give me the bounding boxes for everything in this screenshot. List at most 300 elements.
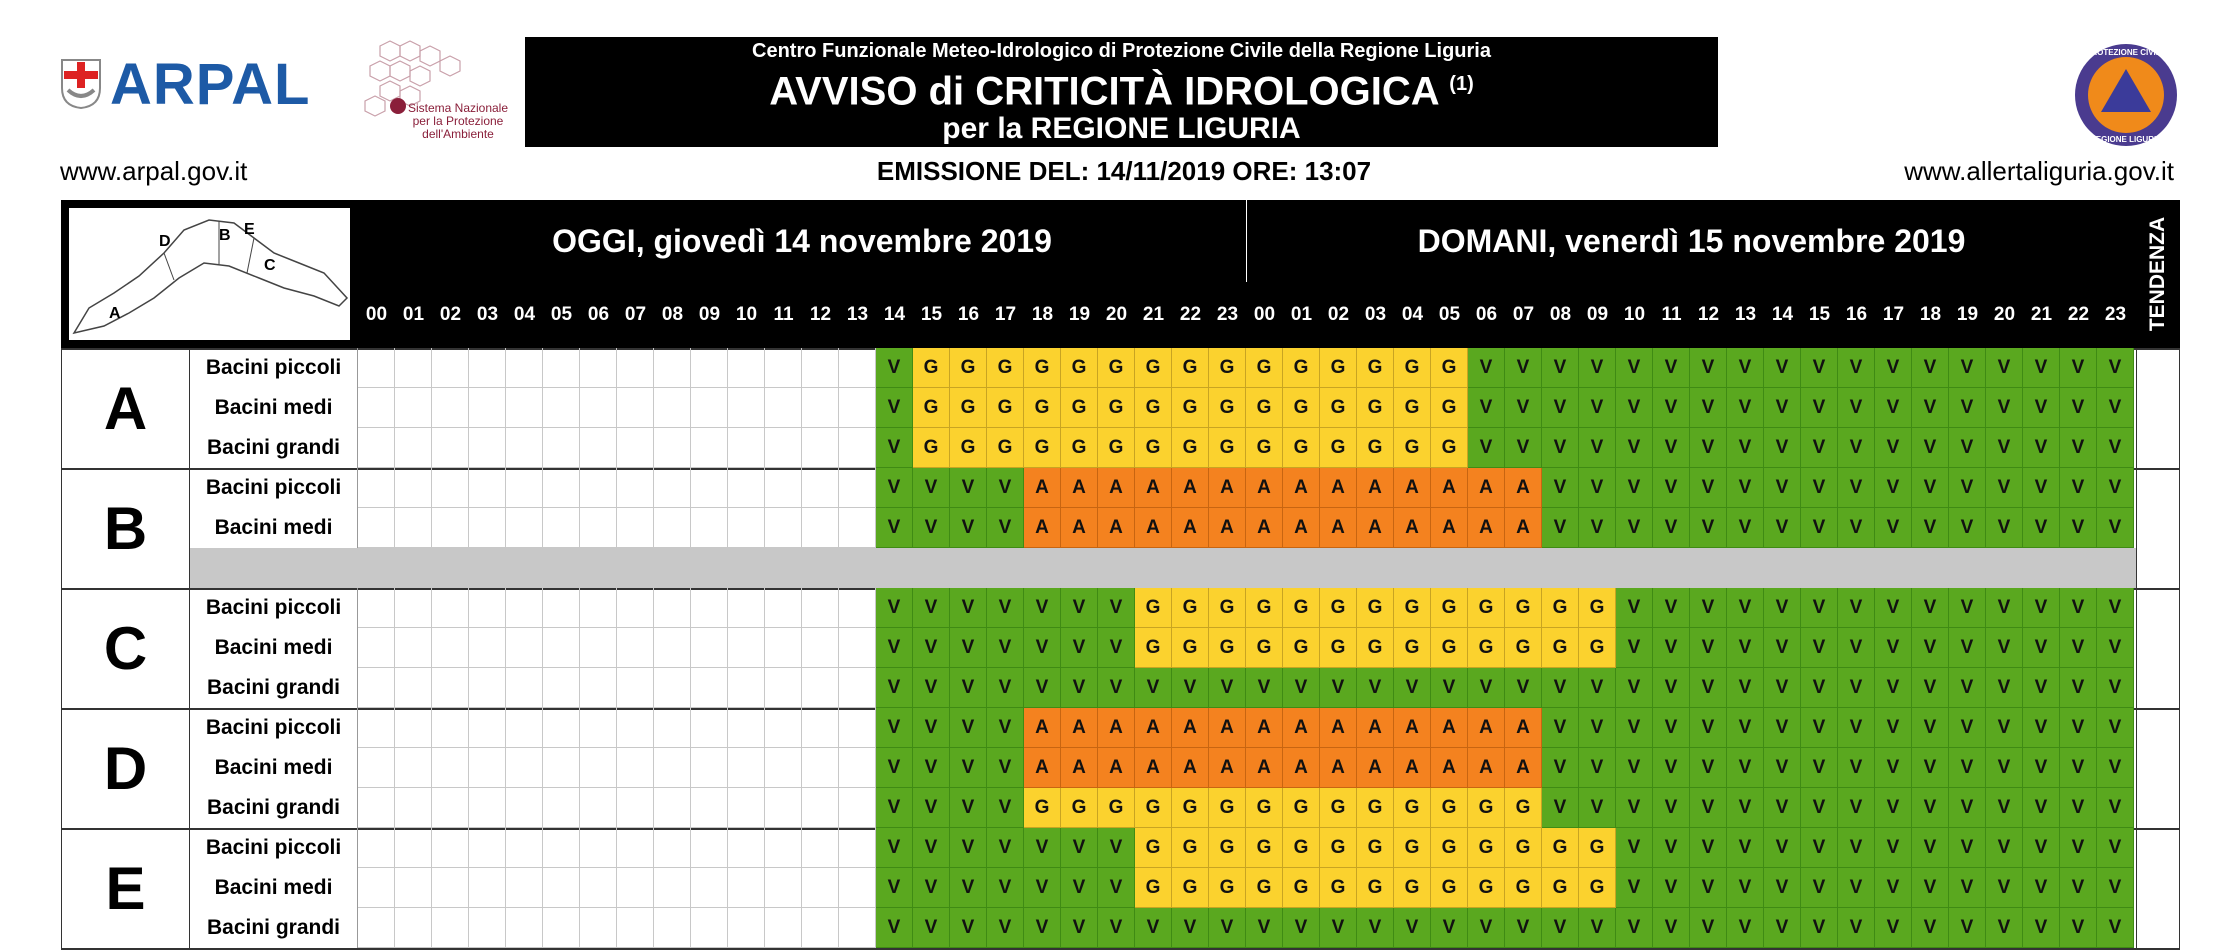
hour-label: 09 xyxy=(1586,304,1609,325)
hour-cell xyxy=(802,868,839,908)
hour-cell xyxy=(432,788,469,828)
hour-cell: G xyxy=(1320,388,1357,428)
hour-cell: V xyxy=(2097,348,2134,388)
hour-cell: G xyxy=(1098,348,1135,388)
hour-cell xyxy=(691,668,728,708)
hour-cell: V xyxy=(1801,468,1838,508)
hour-cell: V xyxy=(876,908,913,948)
hour-cell: A xyxy=(1024,708,1061,748)
hour-cell xyxy=(839,388,876,428)
hour-cell: A xyxy=(1468,748,1505,788)
hour-cell xyxy=(580,508,617,548)
hour-cell xyxy=(654,388,691,428)
hour-cell xyxy=(802,828,839,868)
hour-cell: V xyxy=(1616,708,1653,748)
hour-label: 19 xyxy=(1068,304,1091,325)
hour-cell: V xyxy=(913,708,950,748)
hour-cell: G xyxy=(1061,428,1098,468)
hour-cell: V xyxy=(1838,788,1875,828)
hour-cell: V xyxy=(913,588,950,628)
hour-cell xyxy=(580,628,617,668)
hour-cell: V xyxy=(1061,908,1098,948)
hour-cell: G xyxy=(1394,868,1431,908)
hour-cell: V xyxy=(1727,468,1764,508)
hour-cell: G xyxy=(1320,588,1357,628)
hour-cell xyxy=(654,428,691,468)
hour-cell: V xyxy=(1949,788,1986,828)
hour-cell xyxy=(728,708,765,748)
hour-label: 18 xyxy=(1031,304,1054,325)
basin-row xyxy=(190,668,2134,708)
hour-cell xyxy=(802,428,839,468)
hour-cell xyxy=(432,668,469,708)
hour-cell xyxy=(543,468,580,508)
hour-cell: V xyxy=(1653,428,1690,468)
basin-label: Bacini piccoli xyxy=(190,348,358,388)
title-note: (1) xyxy=(1449,73,1474,95)
hour-cell: V xyxy=(1764,748,1801,788)
hour-cell: V xyxy=(1209,668,1246,708)
hour-cell: V xyxy=(1875,748,1912,788)
emission-datetime: EMISSIONE DEL: 14/11/2019 ORE: 13:07 xyxy=(876,156,1372,186)
hour-cell: G xyxy=(1505,868,1542,908)
hour-cell: G xyxy=(1135,628,1172,668)
hour-cell: V xyxy=(987,588,1024,628)
hour-cell: A xyxy=(1061,708,1098,748)
hour-cell xyxy=(580,348,617,388)
hour-cell xyxy=(395,828,432,868)
hour-cell: V xyxy=(1431,668,1468,708)
hour-cell: V xyxy=(1764,388,1801,428)
hour-cell: G xyxy=(1135,788,1172,828)
hour-cell: V xyxy=(1801,708,1838,748)
today-header: OGGI, giovedì 14 novembre 2019 xyxy=(358,200,1247,282)
hour-cell: V xyxy=(1616,508,1653,548)
hour-cell xyxy=(506,428,543,468)
hour-cell xyxy=(395,588,432,628)
hour-cell: V xyxy=(1690,428,1727,468)
hour-cell: V xyxy=(1875,868,1912,908)
hour-cell: G xyxy=(1357,868,1394,908)
hour-cell: A xyxy=(1024,508,1061,548)
hour-cell: V xyxy=(1986,468,2023,508)
hour-cell xyxy=(691,388,728,428)
hour-cell: V xyxy=(1875,788,1912,828)
basin-label: Bacini grandi xyxy=(190,428,358,468)
hour-cell xyxy=(432,708,469,748)
hour-cell: V xyxy=(1283,908,1320,948)
hour-cell xyxy=(543,428,580,468)
hour-cell xyxy=(506,388,543,428)
hour-cell: V xyxy=(1875,908,1912,948)
hour-cell: V xyxy=(1135,668,1172,708)
hour-cell xyxy=(469,708,506,748)
hour-label: 04 xyxy=(513,304,536,325)
hour-cell: V xyxy=(1172,668,1209,708)
hour-cell: V xyxy=(1986,588,2023,628)
hour-cell xyxy=(358,348,395,388)
hour-cell: G xyxy=(987,348,1024,388)
hour-cell xyxy=(543,388,580,428)
hour-cell: V xyxy=(1875,468,1912,508)
hour-cell: V xyxy=(1949,588,1986,628)
hour-label: 08 xyxy=(661,304,684,325)
hour-label: 06 xyxy=(1475,304,1498,325)
hour-cell: V xyxy=(1024,868,1061,908)
hour-cell xyxy=(358,828,395,868)
hour-cell xyxy=(839,428,876,468)
hour-cell: G xyxy=(1431,628,1468,668)
hour-cell: V xyxy=(1135,908,1172,948)
hour-cell: V xyxy=(1912,708,1949,748)
hour-cell xyxy=(506,668,543,708)
hour-cell: A xyxy=(1135,748,1172,788)
hour-cell xyxy=(469,788,506,828)
hour-cell xyxy=(358,468,395,508)
hour-cell xyxy=(802,748,839,788)
hour-cell: V xyxy=(1468,668,1505,708)
basin-row xyxy=(190,588,2134,628)
hour-cell: A xyxy=(1283,508,1320,548)
hour-cell: V xyxy=(987,788,1024,828)
hour-cell: V xyxy=(1579,908,1616,948)
map-label-c: C xyxy=(264,257,276,274)
hour-label: 00 xyxy=(1253,304,1276,325)
hour-cell: G xyxy=(1357,628,1394,668)
hour-cell: V xyxy=(1690,348,1727,388)
hour-cell: G xyxy=(1579,628,1616,668)
hour-cell: G xyxy=(1283,588,1320,628)
hour-cell: V xyxy=(1653,628,1690,668)
hour-cell: A xyxy=(1246,748,1283,788)
hour-cell: A xyxy=(1394,468,1431,508)
hour-cell: G xyxy=(1172,428,1209,468)
hour-cell: V xyxy=(1986,748,2023,788)
hour-cell: G xyxy=(1468,628,1505,668)
hour-cell: G xyxy=(987,388,1024,428)
hour-cell xyxy=(358,508,395,548)
hour-cell: G xyxy=(1505,588,1542,628)
hour-cell: G xyxy=(1209,428,1246,468)
hour-label: 21 xyxy=(2030,304,2053,325)
hour-cell xyxy=(839,828,876,868)
hour-cell xyxy=(802,628,839,668)
hour-cell: G xyxy=(1320,788,1357,828)
hour-cell: G xyxy=(1246,348,1283,388)
hour-cell: V xyxy=(1024,828,1061,868)
hour-cell xyxy=(358,428,395,468)
hour-cell: V xyxy=(1986,348,2023,388)
hour-cell: V xyxy=(1061,828,1098,868)
hour-cell xyxy=(432,348,469,388)
hour-cell: V xyxy=(1727,628,1764,668)
hour-cell: V xyxy=(987,868,1024,908)
hour-cell: V xyxy=(1394,908,1431,948)
hour-cell: V xyxy=(1579,468,1616,508)
hour-cell: V xyxy=(1505,908,1542,948)
hour-cell xyxy=(358,868,395,908)
hour-cell: V xyxy=(1468,388,1505,428)
hour-cell xyxy=(506,588,543,628)
basin-row xyxy=(190,428,2134,468)
hour-label: 13 xyxy=(846,304,869,325)
hour-cell: G xyxy=(1394,388,1431,428)
hour-cell: V xyxy=(1024,628,1061,668)
hour-cell: A xyxy=(1024,468,1061,508)
hour-cell: A xyxy=(1172,468,1209,508)
hour-cell: G xyxy=(1246,588,1283,628)
hour-cell: G xyxy=(1024,388,1061,428)
hour-cell: V xyxy=(1875,668,1912,708)
hour-cell: V xyxy=(2023,908,2060,948)
hour-label: 19 xyxy=(1956,304,1979,325)
hour-label: 01 xyxy=(1290,304,1313,325)
hour-cell xyxy=(802,508,839,548)
hour-cell: V xyxy=(2060,468,2097,508)
allerta-url-link[interactable]: www.allertaliguria.gov.it xyxy=(1904,156,2174,186)
hour-cell: V xyxy=(1653,388,1690,428)
hour-cell: G xyxy=(1394,788,1431,828)
hour-cell: V xyxy=(2023,828,2060,868)
hour-cell: V xyxy=(1986,868,2023,908)
hour-cell: V xyxy=(2060,748,2097,788)
hour-cell: V xyxy=(1764,708,1801,748)
hour-cell: V xyxy=(1764,868,1801,908)
hour-cell: G xyxy=(1468,788,1505,828)
hour-cell: G xyxy=(1431,388,1468,428)
hour-cell: V xyxy=(2097,908,2134,948)
hour-cell: V xyxy=(1912,668,1949,708)
hour-cell: V xyxy=(1505,348,1542,388)
hour-cell: G xyxy=(1246,428,1283,468)
hour-cell: G xyxy=(1098,788,1135,828)
hour-cell: V xyxy=(1838,828,1875,868)
hour-cell: G xyxy=(1209,348,1246,388)
hour-cell: G xyxy=(1246,828,1283,868)
hour-cell: V xyxy=(1727,588,1764,628)
hour-cell: G xyxy=(1061,348,1098,388)
hour-cell xyxy=(506,908,543,948)
hour-cell: V xyxy=(876,348,913,388)
header-subtitle: Centro Funzionale Meteo-Idrologico di Protezione Civile della Regione Liguria xyxy=(752,40,1491,62)
hour-cell xyxy=(802,588,839,628)
hour-cell: V xyxy=(1727,668,1764,708)
hour-cell: V xyxy=(950,708,987,748)
hour-cell xyxy=(839,588,876,628)
hour-cell xyxy=(506,748,543,788)
hour-cell: G xyxy=(913,428,950,468)
hour-label: 01 xyxy=(402,304,425,325)
hour-cell xyxy=(802,388,839,428)
basin-row xyxy=(190,388,2134,428)
hour-cell: G xyxy=(1283,788,1320,828)
hour-cell: V xyxy=(1616,668,1653,708)
hour-cell: V xyxy=(1727,348,1764,388)
trend-cell xyxy=(2136,348,2180,468)
criticality-table xyxy=(61,200,2180,945)
hour-cell: V xyxy=(1690,708,1727,748)
map-label-a: A xyxy=(109,305,121,322)
hour-cell xyxy=(839,908,876,948)
hour-cell: V xyxy=(1542,748,1579,788)
hour-cell xyxy=(580,708,617,748)
hour-cell: V xyxy=(1690,388,1727,428)
hour-cell: V xyxy=(2060,588,2097,628)
hour-cell: V xyxy=(876,668,913,708)
hour-cell: V xyxy=(1838,468,1875,508)
hour-cell: V xyxy=(1912,628,1949,668)
hour-cell: G xyxy=(1542,628,1579,668)
hour-cell xyxy=(395,468,432,508)
hour-cell: V xyxy=(2023,748,2060,788)
hour-cell: V xyxy=(1801,348,1838,388)
hour-cell: V xyxy=(1727,868,1764,908)
hour-cell: G xyxy=(1357,388,1394,428)
hour-cell: V xyxy=(876,788,913,828)
hour-cell: V xyxy=(1912,748,1949,788)
hour-cell: V xyxy=(1357,908,1394,948)
hour-cell: V xyxy=(1542,788,1579,828)
hour-cell: V xyxy=(913,748,950,788)
hour-label: 06 xyxy=(587,304,610,325)
hour-cell: V xyxy=(2060,428,2097,468)
hour-cell: V xyxy=(1616,828,1653,868)
hour-cell xyxy=(617,748,654,788)
hour-cell: V xyxy=(1653,748,1690,788)
hour-cell: G xyxy=(1135,348,1172,388)
hour-cell xyxy=(728,428,765,468)
hour-cell: V xyxy=(1616,388,1653,428)
hour-cell xyxy=(617,868,654,908)
hour-cell xyxy=(691,588,728,628)
hour-cell: A xyxy=(1357,748,1394,788)
basin-row xyxy=(190,468,2134,508)
hour-cell: V xyxy=(1505,428,1542,468)
hour-cell: V xyxy=(1098,588,1135,628)
hour-cell: V xyxy=(876,428,913,468)
hour-cell: V xyxy=(1653,468,1690,508)
hour-cell: A xyxy=(1320,468,1357,508)
arpal-url-link[interactable]: www.arpal.gov.it xyxy=(60,156,248,186)
hour-cell xyxy=(580,748,617,788)
liguria-shield-icon xyxy=(60,58,102,110)
hour-cell xyxy=(617,428,654,468)
hour-cell xyxy=(395,708,432,748)
hour-cell: V xyxy=(1616,868,1653,908)
hour-cell: V xyxy=(2060,908,2097,948)
hour-cell: A xyxy=(1468,708,1505,748)
hour-cell: V xyxy=(1653,908,1690,948)
hour-cell: A xyxy=(1024,748,1061,788)
hour-cell xyxy=(506,628,543,668)
hour-cell xyxy=(691,868,728,908)
hour-cell: A xyxy=(1172,708,1209,748)
hour-cell: A xyxy=(1468,468,1505,508)
snpa-line: Sistema Nazionale xyxy=(407,101,509,115)
hour-cell: V xyxy=(1579,788,1616,828)
hour-cell: G xyxy=(1172,588,1209,628)
hour-cell: V xyxy=(1098,868,1135,908)
basin-label: Bacini medi xyxy=(190,628,358,668)
hour-cell xyxy=(765,868,802,908)
hour-cell: V xyxy=(1801,788,1838,828)
hour-cell: V xyxy=(1875,708,1912,748)
hour-cell: V xyxy=(2023,468,2060,508)
hour-cell: A xyxy=(1320,508,1357,548)
hour-cell: V xyxy=(1727,708,1764,748)
hour-cell: V xyxy=(1764,828,1801,868)
hour-cell: V xyxy=(950,668,987,708)
hour-cell xyxy=(802,668,839,708)
header-title xyxy=(525,63,1718,112)
hour-cell: A xyxy=(1209,708,1246,748)
hour-cell: V xyxy=(2023,628,2060,668)
hour-cell: V xyxy=(1949,748,1986,788)
hour-cell: V xyxy=(950,828,987,868)
hour-cell: V xyxy=(1542,708,1579,748)
hour-cell: V xyxy=(1986,828,2023,868)
hour-cell: G xyxy=(1172,788,1209,828)
hour-cell xyxy=(469,588,506,628)
hour-cell: V xyxy=(950,508,987,548)
hour-cell: G xyxy=(1283,868,1320,908)
hour-cell: A xyxy=(1246,708,1283,748)
hour-cell: A xyxy=(1283,748,1320,788)
hour-cell: G xyxy=(1431,868,1468,908)
hour-cell xyxy=(654,628,691,668)
hour-cell: V xyxy=(1875,628,1912,668)
basin-label: Bacini medi xyxy=(190,748,358,788)
hour-cell: V xyxy=(1875,428,1912,468)
hour-cell xyxy=(580,428,617,468)
hour-cell: V xyxy=(1801,508,1838,548)
hour-cell: G xyxy=(1394,628,1431,668)
hour-cell: V xyxy=(1949,468,1986,508)
hour-cell xyxy=(691,428,728,468)
hour-cell: V xyxy=(2023,668,2060,708)
hour-cell: G xyxy=(1061,388,1098,428)
hour-cell xyxy=(432,508,469,548)
hour-cell: V xyxy=(1801,668,1838,708)
hour-cell: V xyxy=(1616,788,1653,828)
hour-cell: G xyxy=(1320,868,1357,908)
hour-cell xyxy=(765,748,802,788)
hour-cell: A xyxy=(1357,508,1394,548)
hour-cell: G xyxy=(1283,428,1320,468)
hour-cell: V xyxy=(2097,388,2134,428)
hour-cell: V xyxy=(1653,588,1690,628)
hour-cell: V xyxy=(2097,828,2134,868)
hour-cell xyxy=(617,788,654,828)
hour-cell: V xyxy=(987,708,1024,748)
hour-cell xyxy=(654,788,691,828)
hour-cell: V xyxy=(1912,828,1949,868)
hour-cell: G xyxy=(1579,828,1616,868)
hour-cell: A xyxy=(1320,708,1357,748)
basin-label: Bacini medi xyxy=(190,508,358,548)
hour-cell xyxy=(395,428,432,468)
hour-cell xyxy=(395,908,432,948)
hour-cell: G xyxy=(1320,628,1357,668)
hour-cell xyxy=(728,748,765,788)
hour-cell: V xyxy=(1579,748,1616,788)
hour-cell: G xyxy=(1320,828,1357,868)
hour-label: 17 xyxy=(994,304,1017,325)
hour-cell: V xyxy=(1431,908,1468,948)
hour-cell: V xyxy=(1061,588,1098,628)
hour-cell: A xyxy=(1135,468,1172,508)
hour-cell: V xyxy=(1949,868,1986,908)
